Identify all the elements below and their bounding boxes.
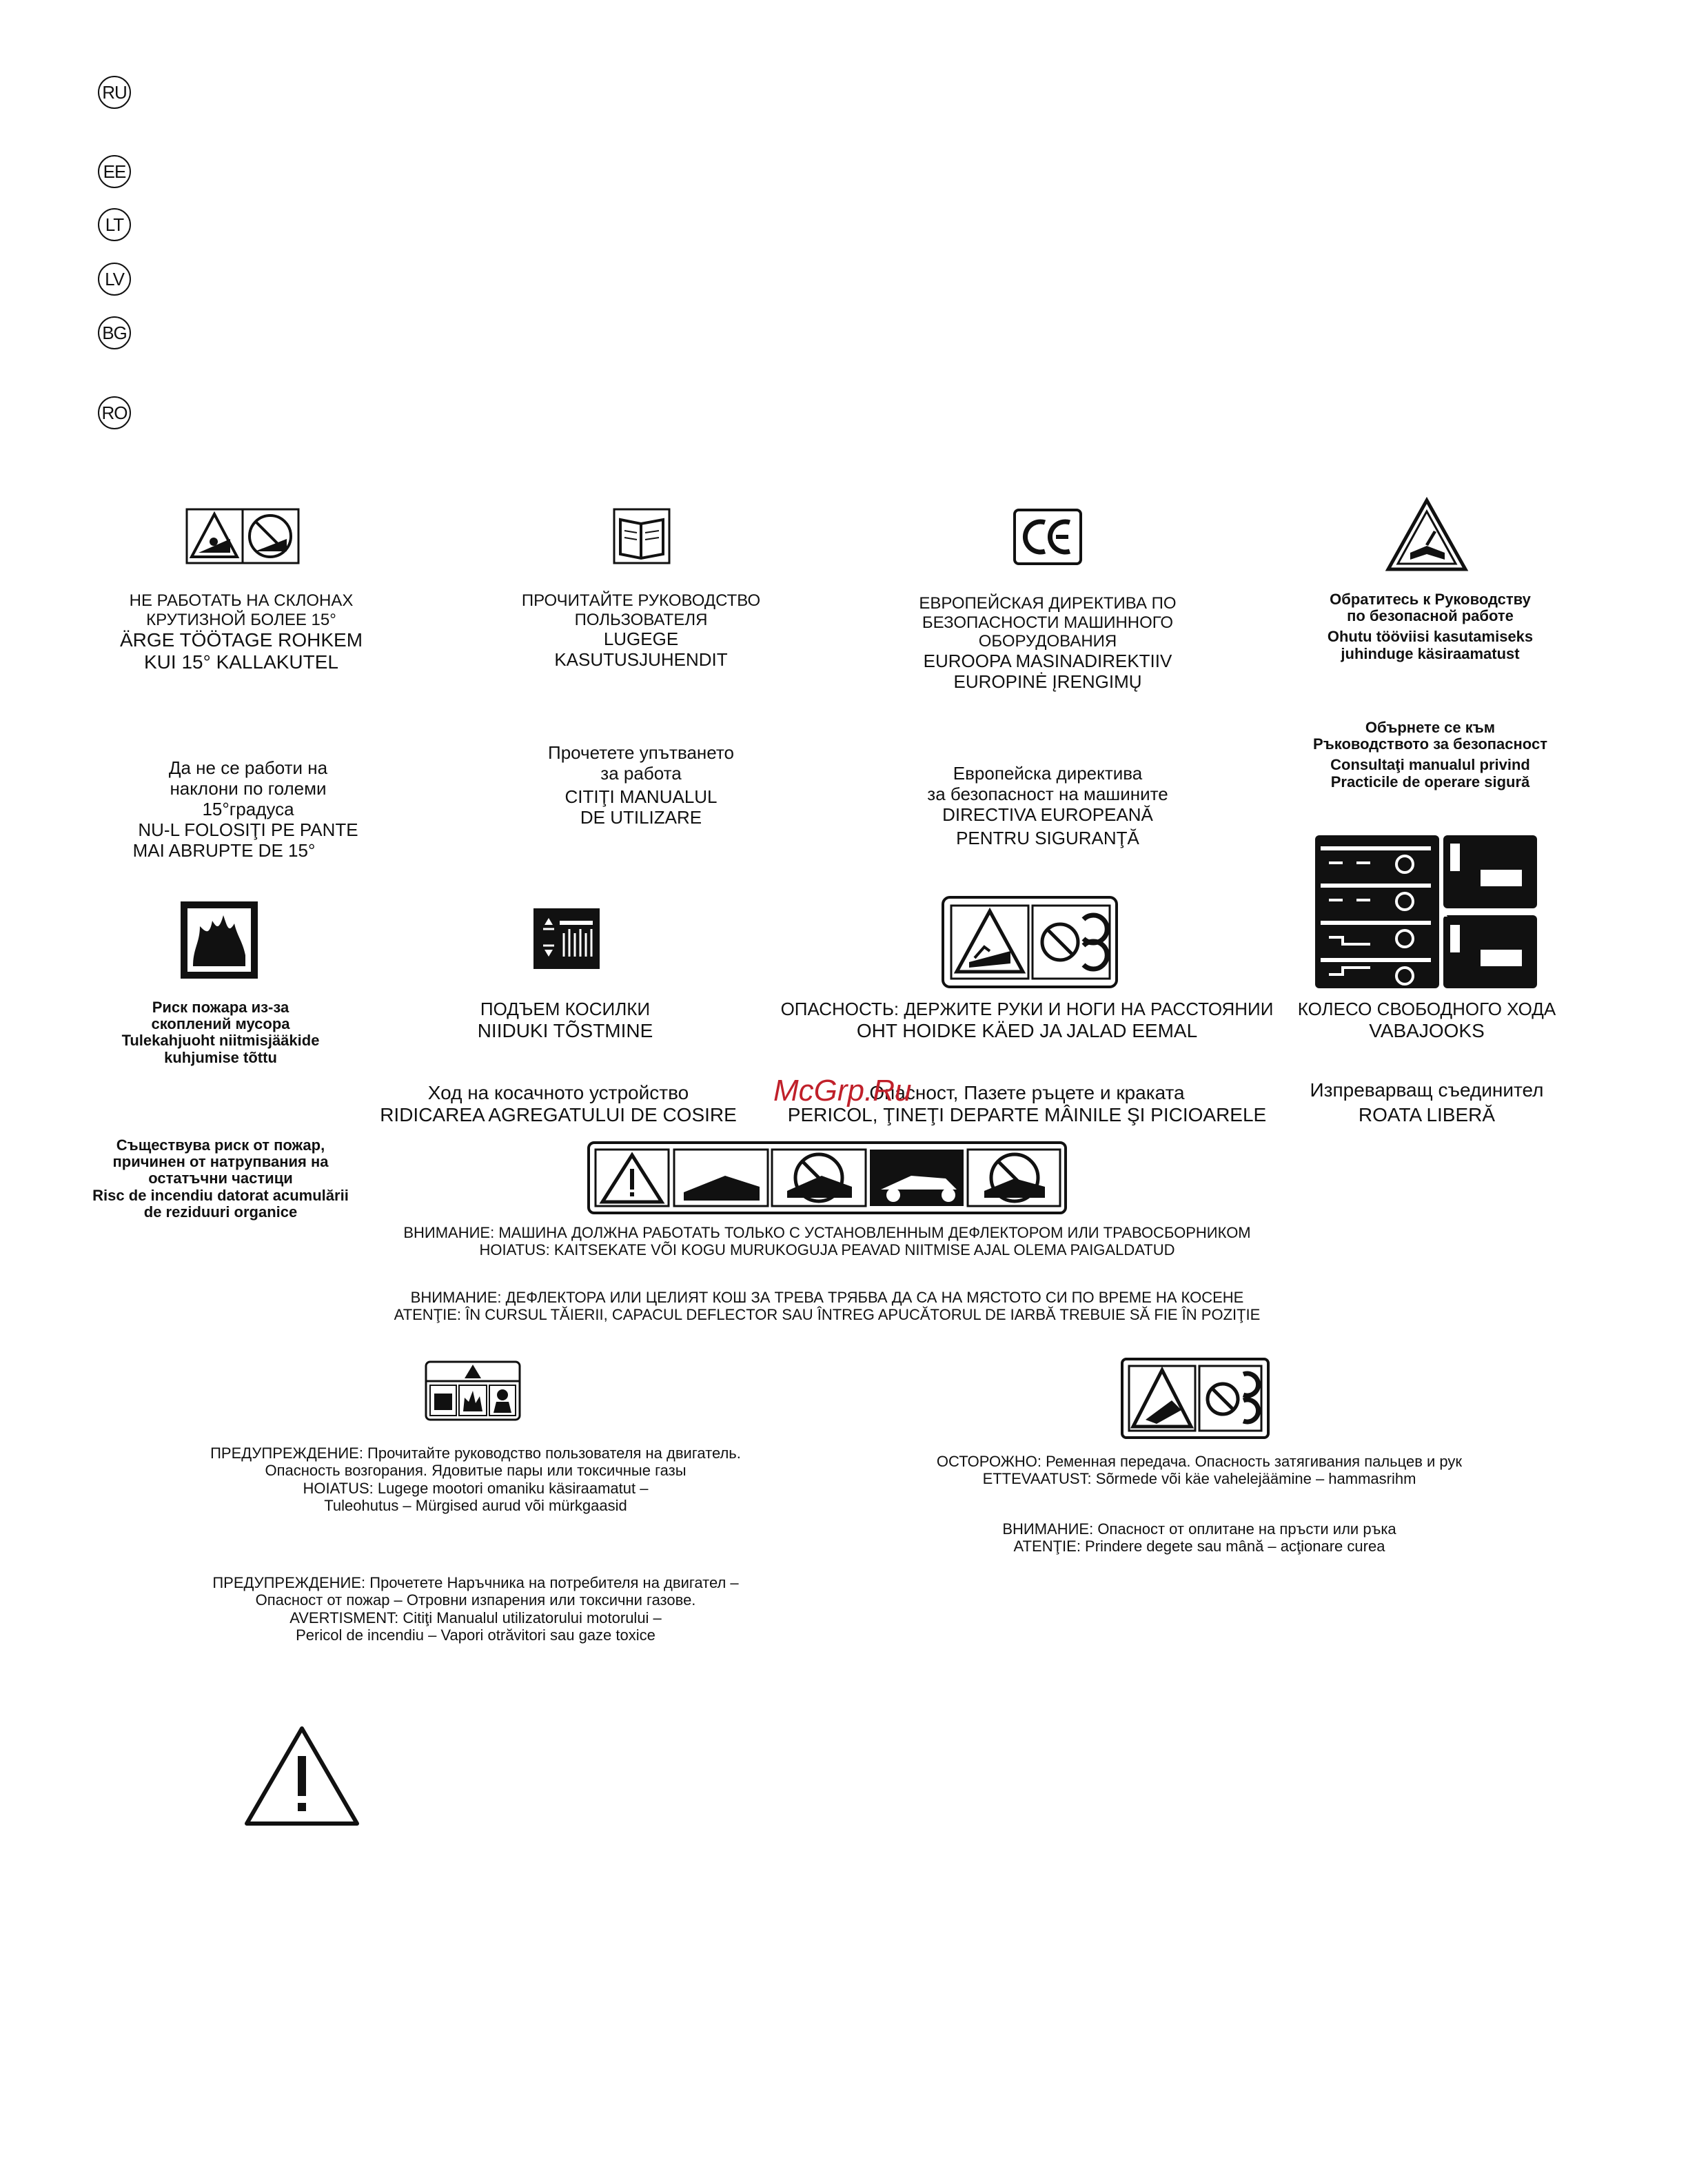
manual-book-icon [613, 509, 670, 564]
mower-height-text-ru-ee: ПОДЪЕМ КОСИЛКИ NIIDUKI TÕSTMINE [477, 999, 653, 1041]
cutting-height-icon [533, 908, 600, 969]
fire-text-ru-ee: Риск пожара из-за скоплений мусора Tulekahjuoht niitmisjääkide kuhjumise tõttu [121, 999, 320, 1066]
ce-text-bg-ro: Европейска директива за безопасност на машините DIRECTIVA EUROPEANĂ PENTRU SIGURANŢĂ [927, 763, 1168, 848]
belt-text-bg-ro: ВНИМАНИЕ: Опасност от оплитане на пръсти или ръка ATENŢIE: Prindere degete sau mână – acţionare curea [1002, 1520, 1396, 1555]
ce-text-ru-ee: ЕВРОПЕЙСКАЯ ДИРЕКТИВА ПО БЕЗОПАСНОСТИ МАШИННОГО ОБОРУДОВАНИЯ EUROOPA MASINADIREKTIIV EUROPINĖ ĮRENGIMŲ [919, 594, 1177, 692]
engine-manual-warning-icon [425, 1360, 521, 1421]
hands-feet-text-ru-ee: ОПАСНОСТЬ: ДЕРЖИТЕ РУКИ И НОГИ НА РАССТОЯНИИ OHT HOIDKE KÄED JA JALAD EEMAL [780, 999, 1274, 1041]
lang-badge-ee: EE [98, 155, 131, 188]
engine-text-bg-ro: ПРЕДУПРЕЖДЕНИЕ: Прочетете Наръчника на потребителя на двигател – Опасност от пожар – Отровни изпарения или токсични газове. AVERTISMENT: Citiţi Manualul utilizatorului motorului – Pericol de incendiu – Vapori otrăvitori sau gaze toxice [212, 1574, 739, 1644]
freewheel-control-icon [1315, 835, 1537, 988]
deflector-warning-icon [587, 1141, 1067, 1214]
freewheel-text-ru-ee: КОЛЕСО СВОБОДНОГО ХОДА VABAJOOKS [1297, 999, 1556, 1041]
freewheel-text-bg-ro: Изпреварващ съединител ROATA LIBERĂ [1310, 1079, 1544, 1126]
fire-icon [179, 900, 259, 980]
hands-feet-text-bg-ro: Опасност, Пазете ръцете и краката PERICOL, ŢINEŢI DEPARTE MÂINILE ŞI PICIOARELE [787, 1082, 1267, 1126]
lang-badge-bg: BG [98, 316, 131, 349]
mower-height-text-bg-ro: Ход на косачното устройство RIDICAREA AGREGATULUI DE COSIRE [380, 1082, 737, 1126]
keep-hands-feet-away-icon [942, 896, 1118, 988]
lang-badge-lt: LT [98, 208, 131, 241]
belt-pinch-icon [1121, 1358, 1270, 1439]
lang-badge-lv: LV [98, 263, 131, 296]
slope-text-ru-ee: НЕ РАБОТАТЬ НА СКЛОНАХ КРУТИЗНОЙ БОЛЕЕ 15° ÄRGE TÖÖTAGE ROHKEM KUI 15° KALLAKUTEL [119, 591, 363, 673]
safety-manual-warning-icon [1385, 498, 1468, 572]
engine-text-ru-ee: ПРЕДУПРЕЖДЕНИЕ: Прочитайте руководство пользователя на двигатель. Опасность возгорания. Ядовитые пары или токсичные газы HOIATUS: Lugege mootori omaniku käsiraamatut – Tuleohutus – Mürgised aurud või mürkgaasid [210, 1445, 741, 1514]
ce-mark-icon [1013, 509, 1082, 565]
watermark: McGrp.Ru [773, 1074, 912, 1108]
belt-text-ru-ee: ОСТОРОЖНО: Ременная передача. Опасность затягивания пальцев и рук ETTEVAATUST: Sõrmede või käe vahelejäämine – hammasrihm [936, 1453, 1463, 1488]
lang-badge-ru: RU [98, 76, 131, 109]
general-warning-triangle-icon [243, 1724, 361, 1828]
slope-text-bg-ro: Да не се работи на наклони по големи 15°градуса NU-L FOLOSIŢI PE PANTE MAI ABRUPTE DE 15° [132, 757, 358, 861]
fire-text-bg-ro: Съществува риск от пожар, причинен от натрупвания на остатъчни частици Risc de incendiu datorat acumulării de reziduuri organice [92, 1136, 349, 1221]
manual-text-bg-ro: Прочетете упътването за работа CITIŢI MANUALUL DE UTILIZARE [548, 742, 734, 828]
safety-manual-text-ru-ee: Обратитесь к Руководству по безопасной работе Ohutu tööviisi kasutamiseks juhinduge käsiraamatust [1327, 591, 1534, 662]
safety-manual-text-bg-ro: Обърнете се към Ръководството за безопасност Consultaţi manualul privind Practicile de operare sigură [1313, 719, 1547, 790]
lang-badge-ro: RO [98, 396, 131, 429]
deflector-text-ru-ee: ВНИМАНИЕ: МАШИНА ДОЛЖНА РАБОТАТЬ ТОЛЬКО С УСТАНОВЛЕННЫМ ДЕФЛЕКТОРОМ ИЛИ ТРАВОСБОРНИКОМ HOIATUS: KAITSEKATE VÕI KOGU MURUKOGUJA PEAVAD NIITMISE AJAL OLEMA PAIGALDATUD [403, 1224, 1251, 1259]
slope-warning-icon [186, 509, 299, 564]
deflector-text-bg-ro: ВНИМАНИЕ: ДЕФЛЕКТОРА ИЛИ ЦЕЛИЯТ КОШ ЗА ТРЕВА ТРЯБВА ДА СА НА МЯСТОТО СИ ПО ВРЕМЕ НА КОСЕНЕ ATENŢIE: ÎN CURSUL TĂIERII, CAPACUL DEFLECTOR SAU ÎNTREG APUCĂTORUL DE IARBĂ TREBUIE SĂ FIE ÎN POZIŢIE [394, 1289, 1261, 1324]
manual-text-ru-ee: ПРОЧИТАЙТЕ РУКОВОДСТВО ПОЛЬЗОВАТЕЛЯ LUGEGE KASUTUSJUHENDIT [521, 591, 761, 671]
